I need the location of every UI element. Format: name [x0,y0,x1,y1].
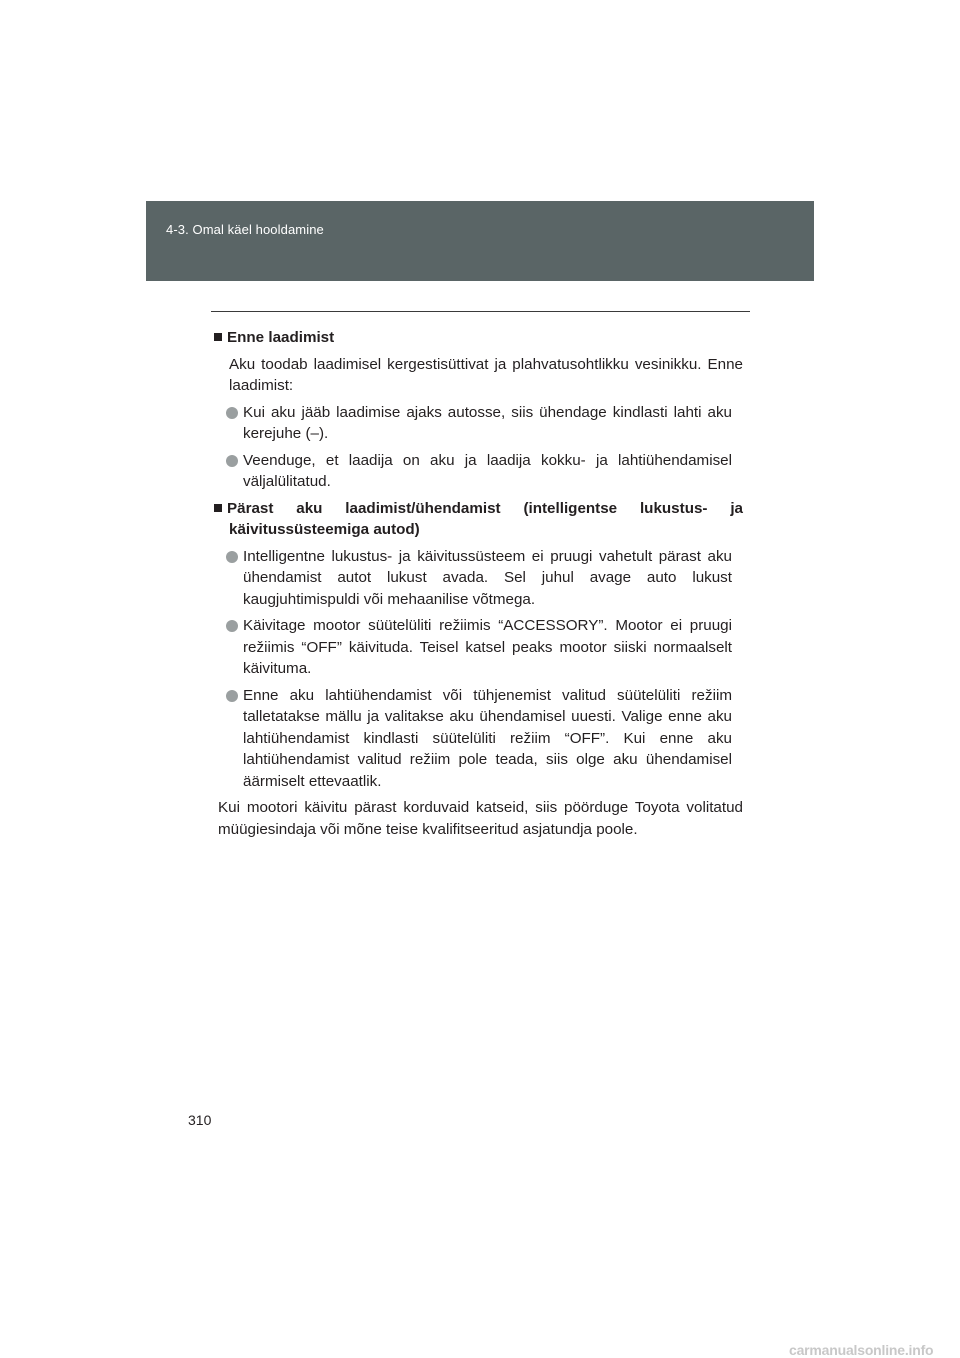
circle-bullet-icon [226,620,238,632]
list-item: Kui aku jääb laadimise ajaks autosse, siis ühendage kindlasti lahti aku kerejuhe (–). [214,402,732,445]
square-bullet-icon [214,333,222,341]
paragraph: Kui mootori käivitu pärast korduvaid katseid, siis pöörduge Toyota volitatud müügiesindaja või mõne teise kvalifitseeritud asjatundja poole. [218,799,743,838]
square-bullet-icon [214,504,222,512]
circle-bullet-icon [226,690,238,702]
list-item: Enne aku lahtiühendamist või tühjenemist valitud süütelüliti režiim talletatakse mällu ja valitakse aku ühendamisel uuesti. Valige enne aku lahtiühendamist kindlasti süütelüliti režiim “OFF”. Kui enne aku lahtiühendamist valitud režiim pole teada, siis olge aku ühendamisel äärmiselt ettevaatlik. [214,685,732,793]
list-item: Intelligentne lukustus- ja käivitussüsteem ei pruugi vahetult pärast aku ühendamist autot lukust avada. Sel juhul avage auto lukust kaugjuhtimispuldi või mehaanilise võtmega. [214,546,732,611]
list-item: Veenduge, et laadija on aku ja laadija kokku- ja lahtiühendamisel väljalülitatud. [214,450,732,493]
section-heading: Enne laadimist [214,327,743,349]
paragraph: Aku toodab laadimisel kergestisüttivat ja plahvatusohtlikku vesinikku. Enne laadimist: [229,355,743,394]
watermark: carmanualsonline.info [789,1342,934,1358]
page-content [214,327,743,845]
page-number: 310 [188,1112,212,1128]
divider [211,311,750,312]
bullet-list [214,546,743,793]
bullet-list [214,402,743,493]
circle-bullet-icon [226,407,238,419]
header-band [146,201,814,281]
section-label: 4-3. Omal käel hooldamine [166,222,324,237]
section-heading: Pärast aku laadimist/ühendamist (intelligentse lukustus- ja käivitussüsteemiga autod) [214,498,743,541]
circle-bullet-icon [226,455,238,467]
circle-bullet-icon [226,551,238,563]
list-item: Käivitage mootor süütelüliti režiimis “ACCESSORY”. Mootor ei pruugi režiimis “OFF” käivituda. Teisel katsel peaks mootor siiski normaalselt käivituma. [214,615,732,680]
